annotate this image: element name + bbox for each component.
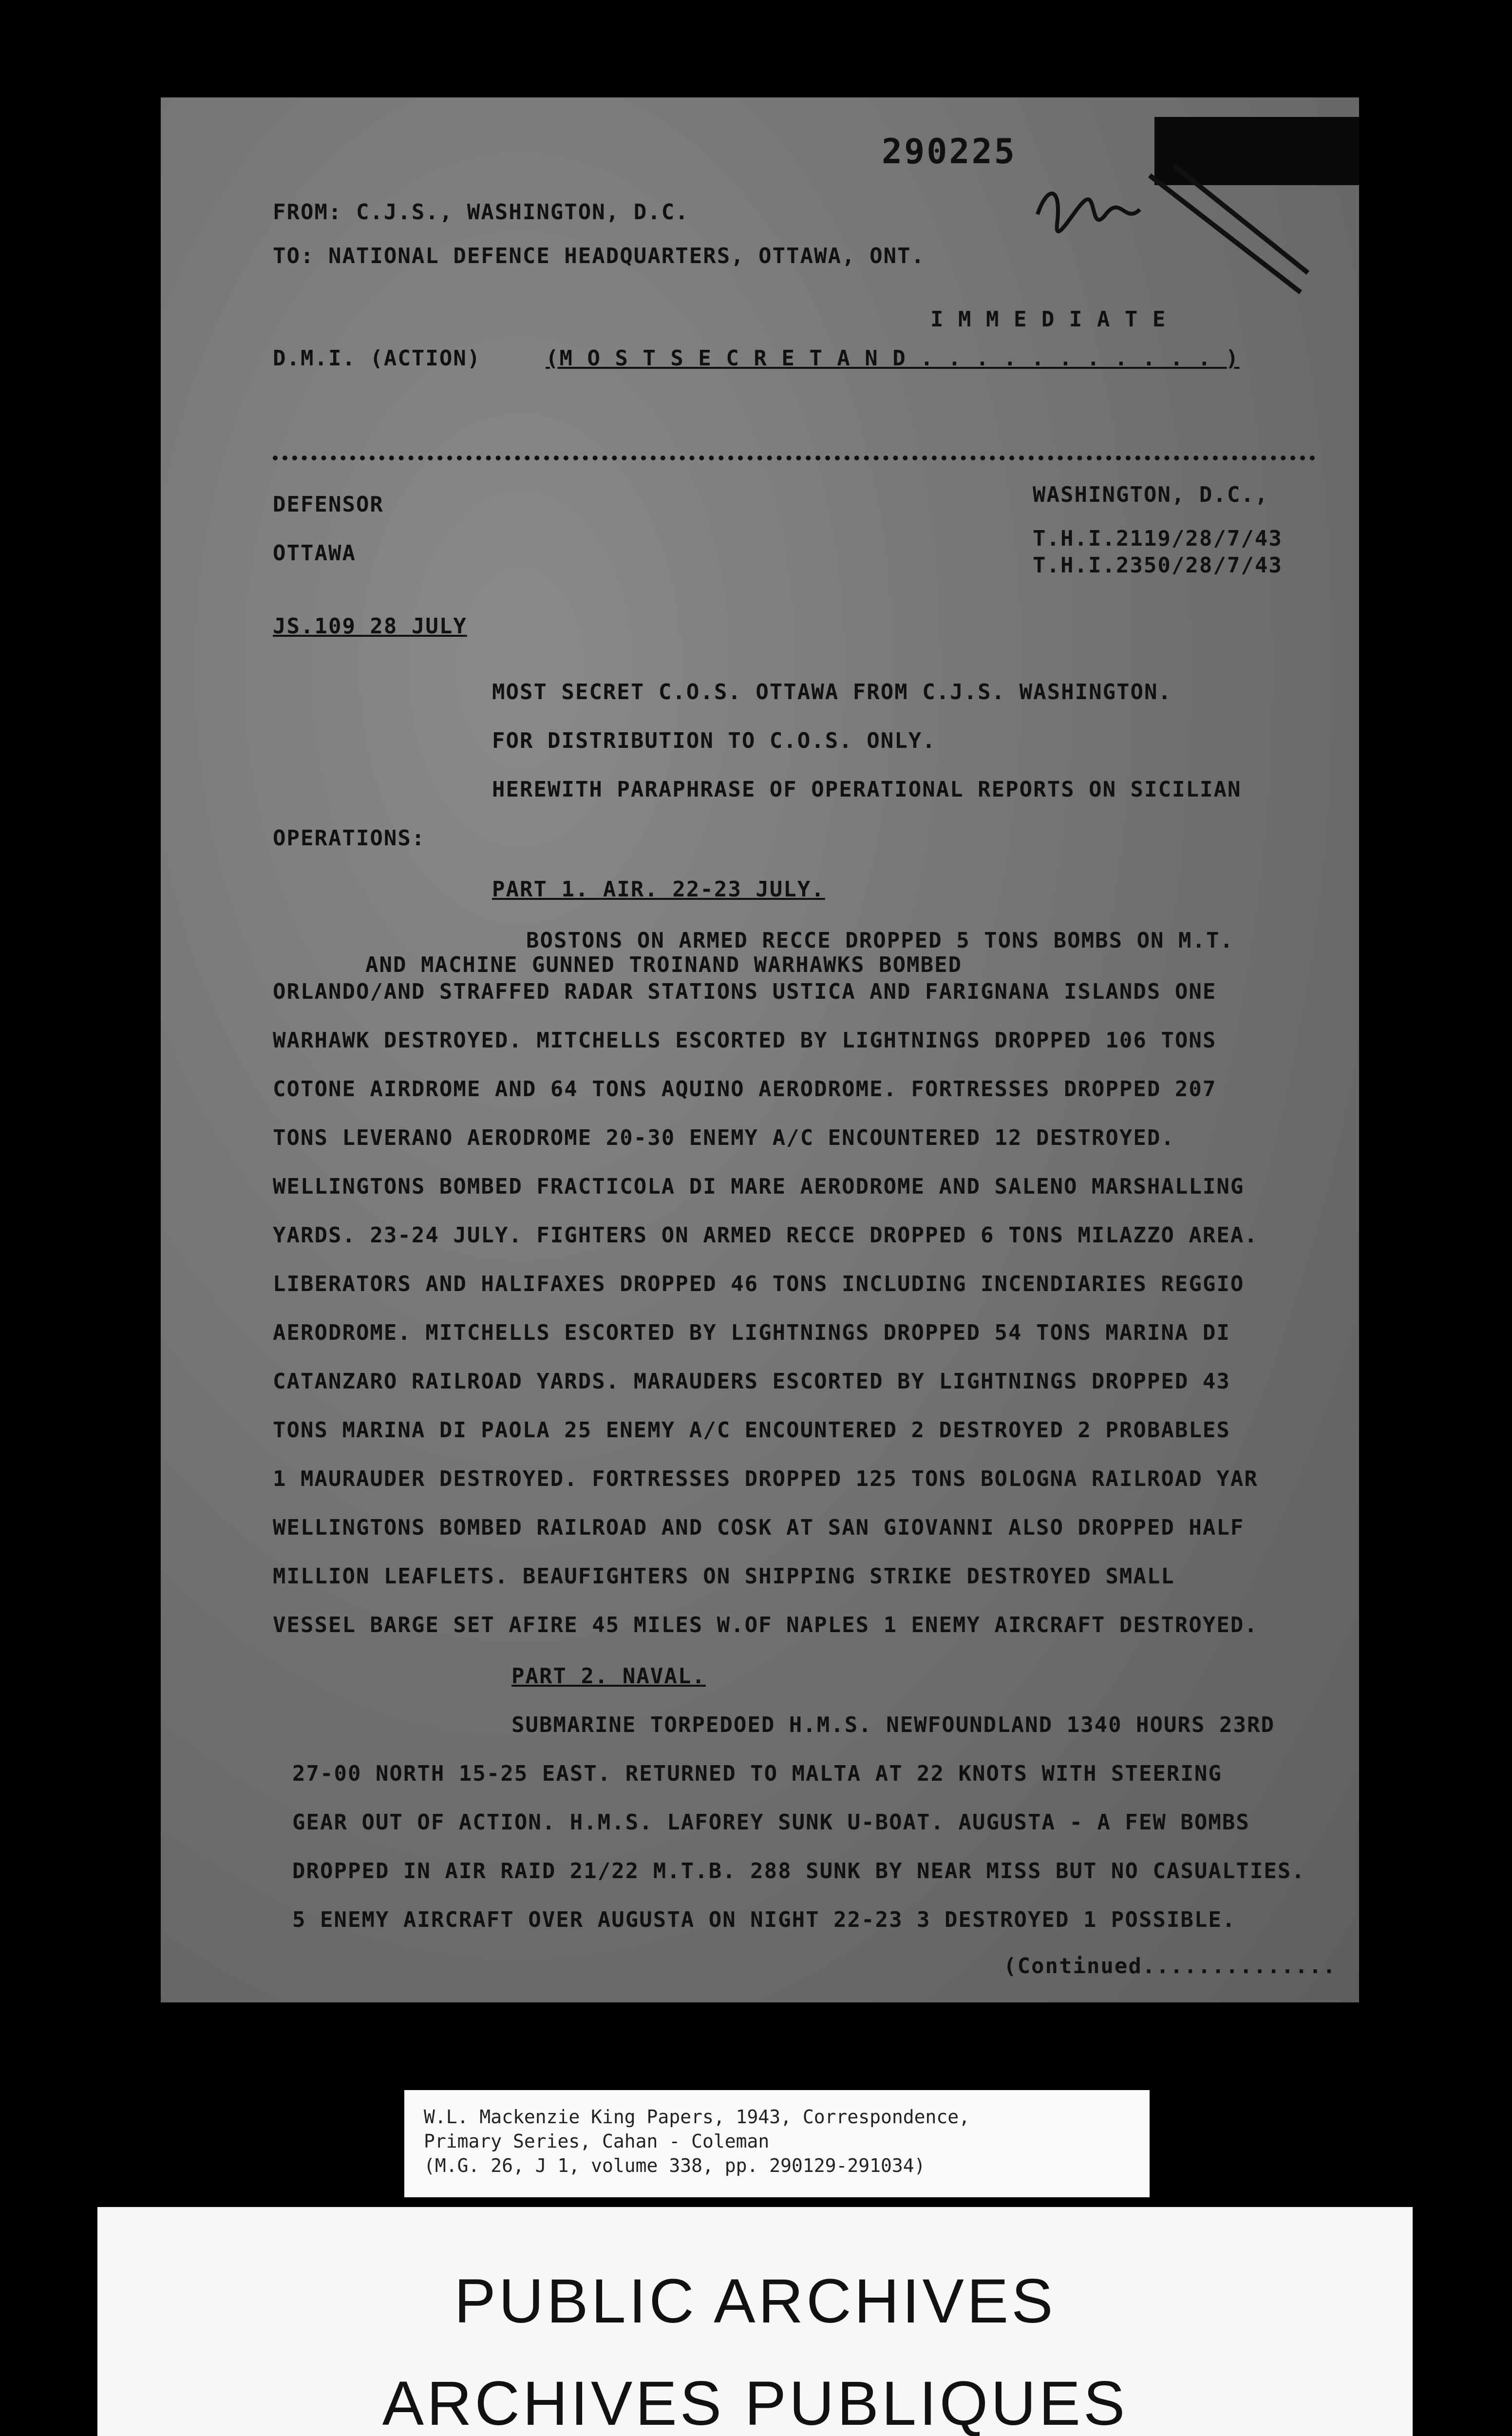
body-line: ORLANDO/AND STRAFFED RADAR STATIONS USTICA AND FARIGNANA ISLANDS ONE — [273, 979, 1217, 1004]
archives-title-fr: ARCHIVES PUBLIQUES — [382, 2369, 1128, 2436]
body-line: WELLINGTONS BOMBED FRACTICOLA DI MARE AERODROME AND SALENO MARSHALLING — [273, 1174, 1245, 1199]
handwritten-initials — [1028, 156, 1310, 302]
immediate-label: I M M E D I A T E — [930, 307, 1167, 332]
body-line: MILLION LEAFLETS. BEAUFIGHTERS ON SHIPPING STRIKE DESTROYED SMALL — [273, 1564, 1175, 1589]
message-id: JS.109 28 JULY — [273, 614, 467, 639]
body-line: LIBERATORS AND HALIFAXES DROPPED 46 TONS INCLUDING INCENDIARIES REGGIO — [273, 1272, 1245, 1296]
naval-line: GEAR OUT OF ACTION. H.M.S. LAFOREY SUNK U-BOAT. AUGUSTA - A FEW BOMBS — [292, 1810, 1250, 1835]
archive-reference-label — [404, 2090, 1150, 2197]
part1-heading: PART 1. AIR. 22-23 JULY. — [492, 877, 825, 902]
public-archives-banner — [97, 2207, 1413, 2436]
addressee-ottawa: OTTAWA — [273, 541, 356, 566]
body-line: AND MACHINE GUNNED TROINAND WARHAWKS BOMBED — [365, 952, 963, 977]
archives-title-en: PUBLIC ARCHIVES — [454, 2266, 1056, 2336]
body-line: COTONE AIRDROME AND 64 TONS AQUINO AERODROME. FORTRESSES DROPPED 207 — [273, 1077, 1217, 1102]
most-secret-and: (M O S T S E C R E T A N D . . . . . . . . . . . ) — [546, 346, 1240, 371]
line-most-secret: MOST SECRET C.O.S. OTTAWA FROM C.J.S. WASHINGTON. — [492, 680, 1172, 704]
to-line: TO: NATIONAL DEFENCE HEADQUARTERS, OTTAWA, ONT. — [273, 244, 926, 268]
part2-heading: PART 2. NAVAL. — [511, 1664, 706, 1689]
reference-2: T.H.I.2350/28/7/43 — [1033, 553, 1283, 578]
body-line: AERODROME. MITCHELLS ESCORTED BY LIGHTNINGS DROPPED 54 TONS MARINA DI — [273, 1320, 1230, 1345]
dotted-divider — [273, 456, 1315, 460]
naval-line: 27-00 NORTH 15-25 EAST. RETURNED TO MALTA AT 22 KNOTS WITH STEERING — [292, 1761, 1222, 1786]
reference-line: (M.G. 26, J 1, volume 338, pp. 290129-291034) — [424, 2155, 926, 2176]
continued-marker: (Continued.............. — [1003, 1954, 1337, 1979]
reference-line: Primary Series, Cahan - Coleman — [424, 2131, 770, 2152]
body-line: VESSEL BARGE SET AFIRE 45 MILES W.OF NAPLES 1 ENEMY AIRCRAFT DESTROYED. — [273, 1613, 1258, 1637]
addressee-washington: WASHINGTON, D.C., — [1033, 482, 1269, 507]
naval-line: 5 ENEMY AIRCRAFT OVER AUGUSTA ON NIGHT 22-23 3 DESTROYED 1 POSSIBLE. — [292, 1907, 1236, 1932]
addressee-defensor: DEFENSOR — [273, 492, 384, 517]
body-line: WARHAWK DESTROYED. MITCHELLS ESCORTED BY LIGHTNINGS DROPPED 106 TONS — [273, 1028, 1217, 1053]
body-line: WELLINGTONS BOMBED RAILROAD AND COSK AT SAN GIOVANNI ALSO DROPPED HALF — [273, 1515, 1245, 1540]
from-line: FROM: C.J.S., WASHINGTON, D.C. — [273, 200, 689, 225]
body-line: BOSTONS ON ARMED RECCE DROPPED 5 TONS BOMBS ON M.T. — [526, 928, 1234, 953]
body-line: 1 MAURAUDER DESTROYED. FORTRESSES DROPPED 125 TONS BOLOGNA RAILROAD YAR — [273, 1466, 1258, 1491]
document-number: 290225 — [882, 132, 1017, 171]
naval-line: DROPPED IN AIR RAID 21/22 M.T.B. 288 SUNK BY NEAR MISS BUT NO CASUALTIES. — [292, 1859, 1305, 1884]
reference-line: W.L. Mackenzie King Papers, 1943, Correspondence, — [424, 2106, 970, 2128]
line-distribution: FOR DISTRIBUTION TO C.O.S. ONLY. — [492, 728, 936, 753]
line-operations: OPERATIONS: — [273, 826, 426, 851]
naval-line: SUBMARINE TORPEDOED H.M.S. NEWFOUNDLAND 1340 HOURS 23RD — [511, 1713, 1275, 1737]
dni-action: D.M.I. (ACTION) — [273, 346, 481, 371]
document-sheet — [161, 97, 1359, 2002]
body-line: TONS MARINA DI PAOLA 25 ENEMY A/C ENCOUNTERED 2 DESTROYED 2 PROBABLES — [273, 1418, 1230, 1443]
body-line: CATANZARO RAILROAD YARDS. MARAUDERS ESCORTED BY LIGHTNINGS DROPPED 43 — [273, 1369, 1230, 1394]
body-line: TONS LEVERANO AERODROME 20-30 ENEMY A/C ENCOUNTERED 12 DESTROYED. — [273, 1125, 1175, 1150]
line-herewith: HEREWITH PARAPHRASE OF OPERATIONAL REPORTS ON SICILIAN — [492, 777, 1242, 802]
body-line: YARDS. 23-24 JULY. FIGHTERS ON ARMED RECCE DROPPED 6 TONS MILAZZO AREA. — [273, 1223, 1258, 1248]
reference-1: T.H.I.2119/28/7/43 — [1033, 526, 1283, 551]
